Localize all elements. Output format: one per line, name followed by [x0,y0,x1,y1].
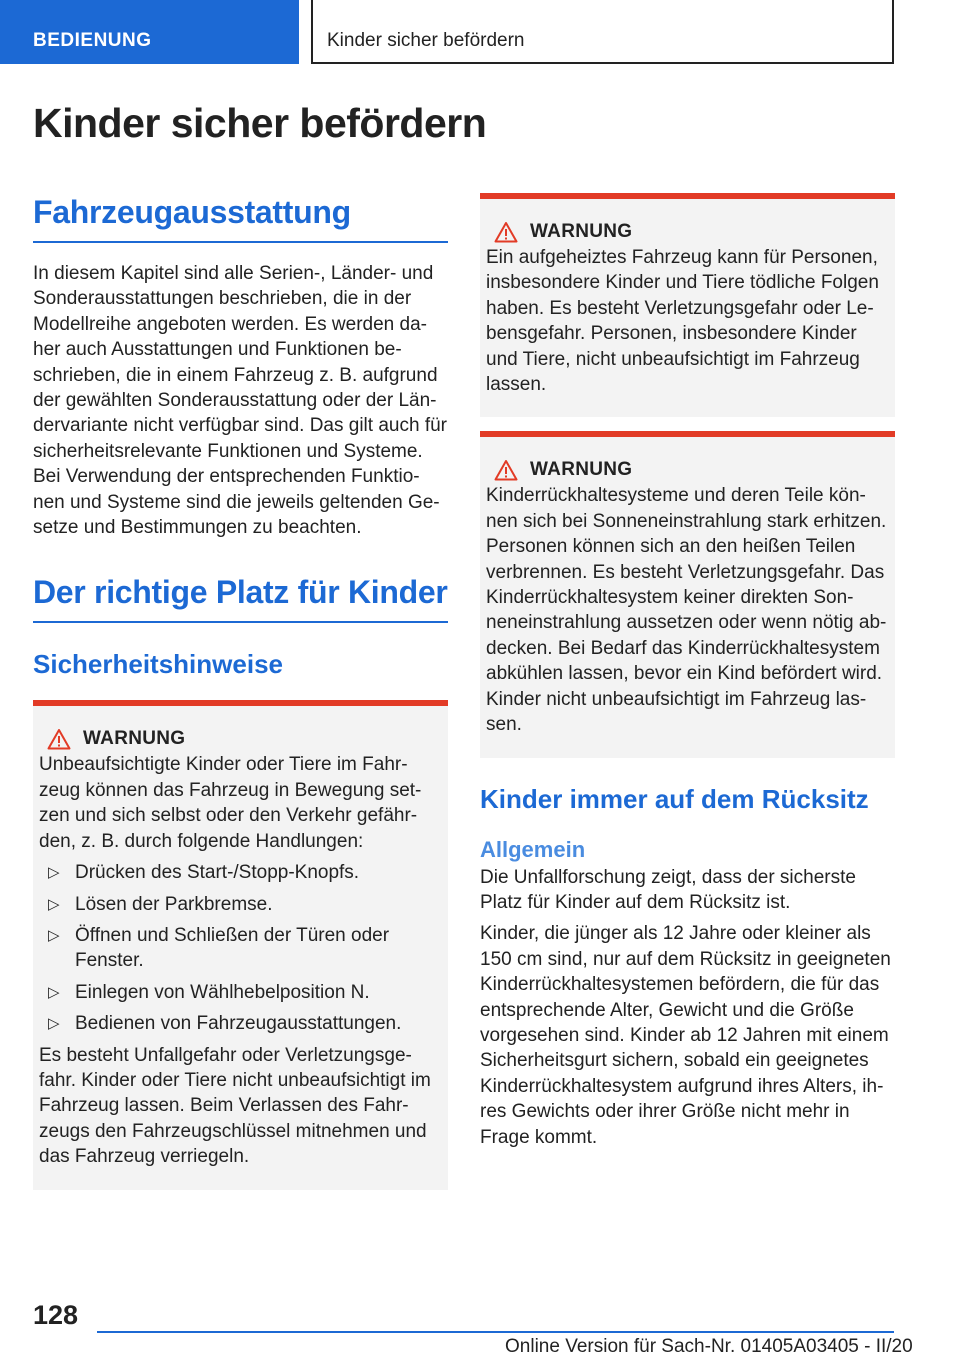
warning-intro: Unbeaufsichtigte Kinder oder Tiere im Fahr-zeug können das Fahrzeug in Bewegung set-zen und sich selbst oder den Verkehr gefähr-den, z. B. durch folgende Handlungen: [39,754,422,852]
triangle-bullet-icon: ▷ [48,864,60,882]
list-item: ▷ Einlegen von Wählhebelposition N. [39,980,441,1005]
paragraph-equipment: In diesem Kapitel sind alle Serien-, Länder- und Sonderausstattungen beschrieben, die in der Modellreihe angeboten werden. Es werden da-her auch Ausstattungen und Funktionen be-schrieben, die in einem Fahrzeug z. B. aufgrund der gewählten Sonderausstattung oder der Län-dervariante nicht verfügbar sind. Das gilt auch für sicherheitsrelevante Funktionen und Systeme. Bei Verwendung der entsprechenden Funktio-nen und Systeme sind die jeweils geltenden Ge-setze und Bestimmungen zu beachten. [33,263,447,539]
page-number: 128 [33,1300,79,1330]
warning-icon [486,221,526,243]
warning-box-sun [480,431,895,757]
right-column [480,193,895,1150]
footer-version: Online Version für Sach-Nr. 01405A03405 - II/20 [505,1336,913,1357]
heading-right-place: Der richtige Platz für Kinder [33,574,448,623]
triangle-bullet-icon: ▷ [48,926,60,944]
triangle-bullet-icon: ▷ [48,983,60,1001]
warning-text: Kinderrückhaltesysteme und deren Teile kön-nen sich bei Sonneneinstrahlung stark erhitzen. Personen können sich an den heißen Teilen verbrennen. Es besteht Verletzungsgefahr. Das Kinderrückhaltesystem keiner direkten Son-neneinstrahlung aussetzen oder wenn nötig ab-decken. Bei Bedarf das Kinderrückhaltesystem abkühlen lassen, bevor ein Kind befördert wird. Kinder nicht unbeaufsichtigt im Fahrzeug las-sen. [486,485,887,736]
warning-box-heat [480,193,895,417]
paragraph-accident-research: Die Unfallforschung zeigt, dass der sicherste Platz für Kinder auf dem Rücksitz ist. [480,866,856,913]
heading-safety: Sicherheitshinweise [33,649,283,680]
paragraph-age-rules: Kinder, die jünger als 12 Jahre oder kleiner als 150 cm sind, nur auf dem Rücksitz in geeigneten Kinderrückhaltesystemen befördern, die für das entsprechende Alter, Gewicht und die Größe vorgesehen sind. Kinder ab 12 Jahren mit einem Sicherheitsgurt sichern, sobald ein geeignetes Kinderrückhaltesystem aufgrund ihres Alters, ih-res Gewichts oder ihrer Größe nicht mehr in Frage kommt. [480,923,891,1148]
list-item: ▷ Bedienen von Fahrzeugausstattungen. [39,1011,441,1036]
warning-title: WARNUNG [83,728,186,750]
topic-header [311,0,894,64]
action-list [39,860,441,1036]
left-column [33,194,448,1190]
triangle-bullet-icon: ▷ [48,895,60,913]
warning-box-unattended [33,700,448,1189]
heading-rear-seat: Kinder immer auf dem Rücksitz [480,783,869,814]
warning-outro: Es besteht Unfallgefahr oder Verletzungsge-fahr. Kinder oder Tiere nicht unbeaufsichtigt im Fahrzeug lassen. Beim Verlassen des Fahr-zeugs den Fahrzeugschlüssel mitnehmen und das Fahrzeug verriegeln. [39,1044,431,1168]
heading-equipment: Fahrzeugausstattung [33,194,448,243]
warning-icon [39,728,79,750]
list-item: ▷ Drücken des Start-/Stopp-Knopfs. [39,860,441,885]
triangle-bullet-icon: ▷ [48,1015,60,1033]
warning-text: Ein aufgeheiztes Fahrzeug kann für Personen, insbesondere Kinder und Tiere tödliche Folgen haben. Es besteht Verletzungsgefahr oder Le-bensgefahr. Personen, insbesondere Kinder und Tiere, nicht unbeaufsichtigt im Fahrzeug lassen. [486,247,879,396]
heading-general: Allgemein [480,836,586,862]
list-item: ▷ Lösen der Parkbremse. [39,892,441,917]
warning-title: WARNUNG [530,221,633,242]
section-label: BEDIENUNG [33,30,152,51]
topic-label: Kinder sicher befördern [327,30,525,51]
page-title: Kinder sicher befördern [33,100,487,146]
list-item: ▷ Öffnen und Schließen der Türen oder Fenster. [48,924,390,972]
warning-title: WARNUNG [530,459,633,481]
warning-icon [486,459,526,481]
footer-rule [97,1331,894,1333]
section-tab [0,0,299,64]
